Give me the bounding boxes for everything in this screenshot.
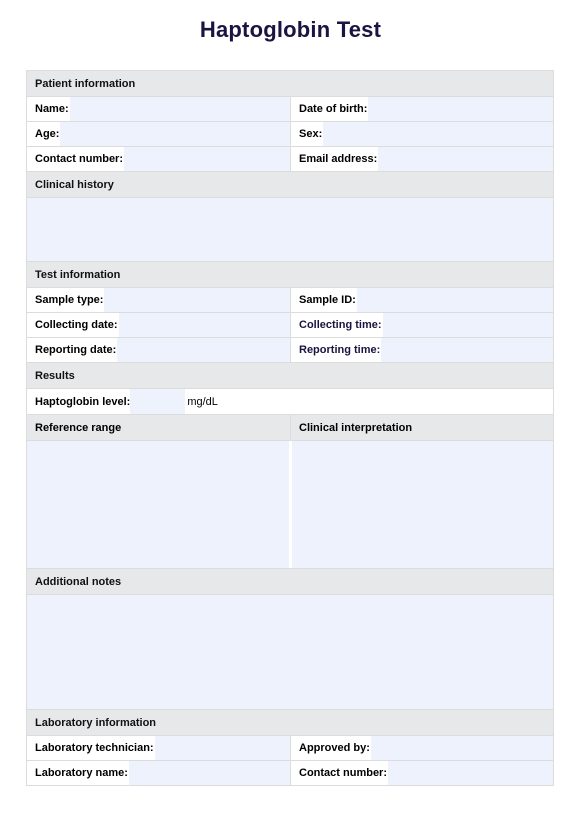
reporting-date-field[interactable] [27,338,290,362]
results-textareas [27,440,553,568]
page-title: Haptoglobin Test [199,17,382,42]
clinical-history-textarea[interactable] [27,197,553,261]
results-subheaders [27,414,553,440]
section-header: Test information [35,268,121,281]
field-label: Laboratory name: [27,761,129,785]
form-row [27,312,553,337]
unit-label: mg/dL [185,389,218,414]
field-label: Age: [27,122,60,146]
form-row [27,760,553,785]
section-header: Laboratory information [35,716,157,729]
field-label: Haptoglobin level: [35,395,131,408]
field-label: Sample ID: [291,288,357,312]
reporting-date-input[interactable] [117,338,290,362]
haptoglobin-level-input[interactable] [130,389,185,414]
age-input[interactable] [60,122,290,146]
contact-number-field[interactable] [27,147,290,171]
reference-range-header: Reference range [27,415,290,440]
sample-type-input[interactable] [104,288,290,312]
form-row [27,337,553,362]
form-row [27,287,553,312]
form-row [27,735,553,760]
collecting-time-input[interactable] [383,313,553,337]
field-label: Name: [27,97,70,121]
field-label: Approved by: [291,736,371,760]
laboratory-technician-field[interactable] [27,736,290,760]
form-row [27,96,553,121]
reporting-time-input[interactable] [381,338,553,362]
clinical-interpretation-textarea[interactable] [289,441,554,568]
field-label: Collecting date: [27,313,119,337]
field-label: Laboratory technician: [27,736,155,760]
section-clinical-history [27,171,553,197]
laboratory-name-field[interactable] [27,761,290,785]
field-label: Contact number: [27,147,124,171]
clinical-interpretation-header: Clinical interpretation [290,415,553,440]
email-input[interactable] [378,147,553,171]
section-laboratory-information [27,709,553,735]
approved-by-input[interactable] [371,736,553,760]
lab-contact-number-field[interactable] [290,761,553,785]
field-label: Reporting time: [291,338,381,362]
sample-type-field[interactable] [27,288,290,312]
field-label: Sample type: [27,288,104,312]
field-label: Reporting date: [27,338,117,362]
field-label: Sex: [291,122,323,146]
haptoglobin-form [26,70,554,786]
form-row [27,121,553,146]
field-label: Contact number: [291,761,388,785]
field-label: Collecting time: [291,313,383,337]
form-row [27,146,553,171]
section-header: Results [35,369,75,382]
section-header: Additional notes [35,575,122,588]
reference-range-textarea[interactable] [27,441,289,568]
section-test-information [27,261,553,287]
haptoglobin-level-row [27,388,553,414]
reporting-time-field[interactable] [290,338,553,362]
sample-id-input[interactable] [357,288,553,312]
section-header: Patient information [35,77,136,90]
collecting-date-input[interactable] [119,313,290,337]
sex-input[interactable] [323,122,553,146]
laboratory-technician-input[interactable] [155,736,290,760]
collecting-date-field[interactable] [27,313,290,337]
field-label: Date of birth: [291,97,368,121]
dob-field[interactable] [290,97,553,121]
lab-contact-number-input[interactable] [388,761,553,785]
section-patient-information [27,70,553,96]
section-additional-notes [27,568,553,594]
name-input[interactable] [70,97,290,121]
age-field[interactable] [27,122,290,146]
additional-notes-textarea[interactable] [27,594,553,709]
laboratory-name-input[interactable] [129,761,290,785]
section-results [27,362,553,388]
section-header: Clinical history [35,178,114,191]
email-field[interactable] [290,147,553,171]
sex-field[interactable] [290,122,553,146]
field-label: Email address: [291,147,378,171]
sample-id-field[interactable] [290,288,553,312]
dob-input[interactable] [368,97,553,121]
collecting-time-field[interactable] [290,313,553,337]
contact-number-input[interactable] [124,147,290,171]
name-field[interactable] [27,97,290,121]
approved-by-field[interactable] [290,736,553,760]
